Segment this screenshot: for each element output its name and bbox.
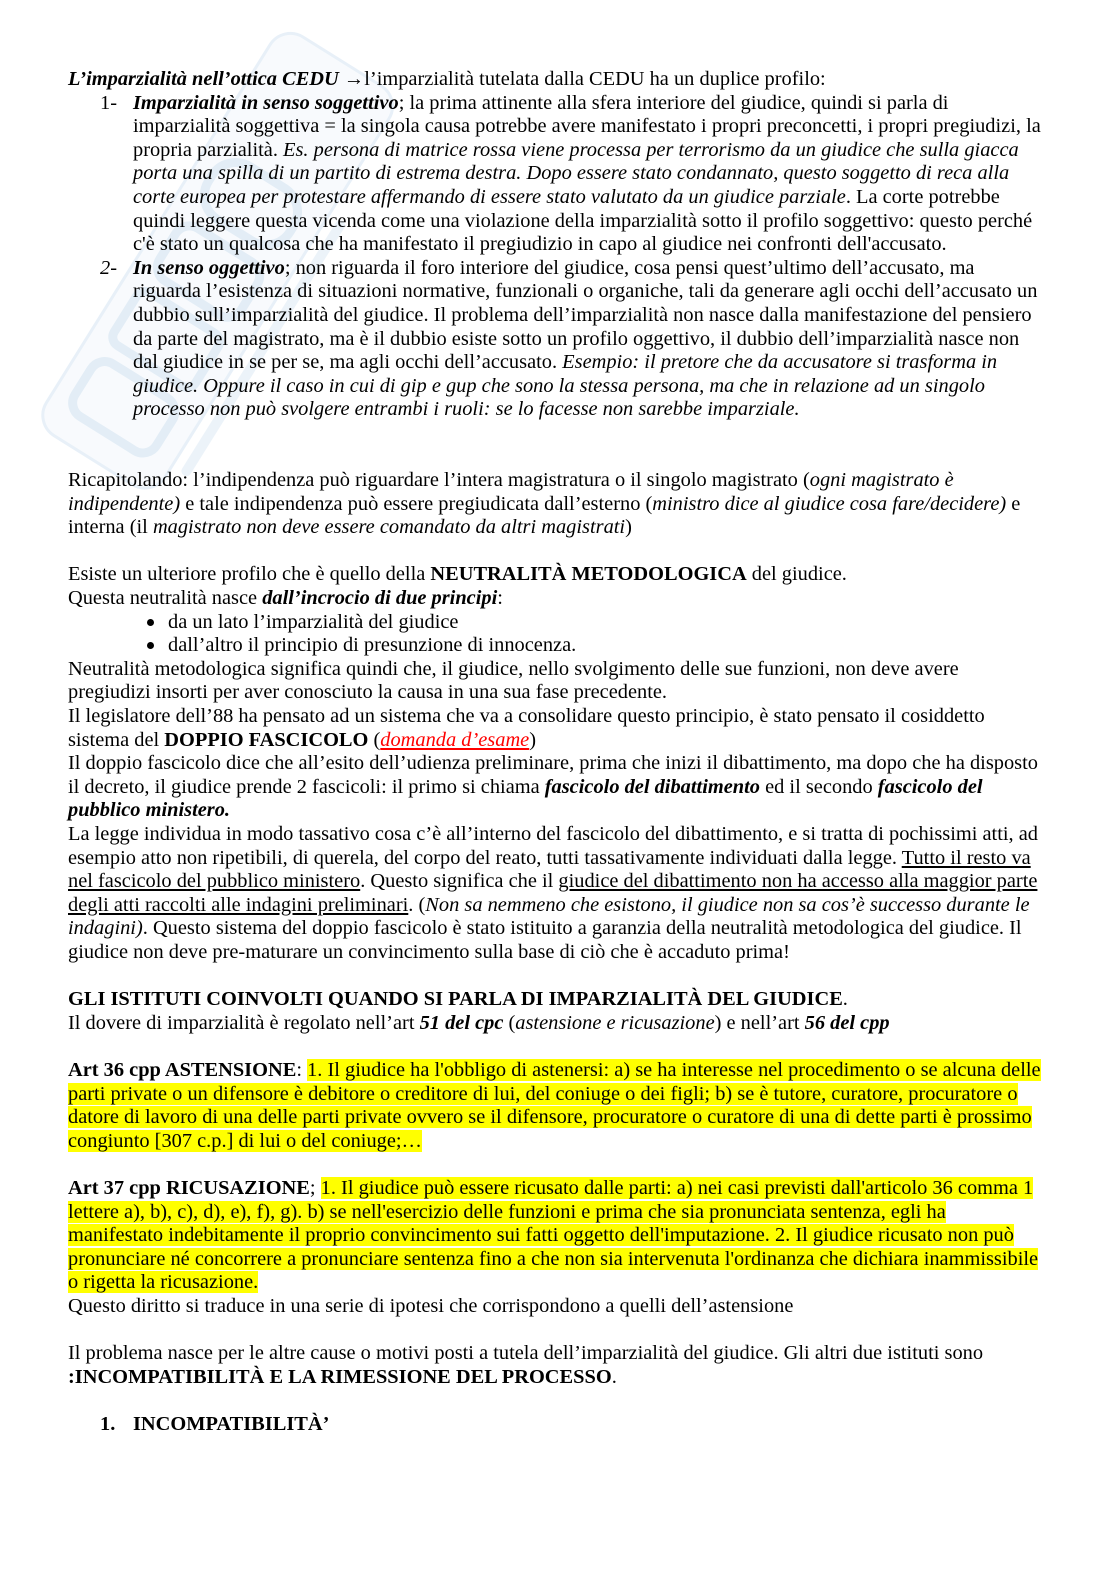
art37-paragraph: [68, 1177, 1043, 1295]
text-run: Il doppio fascicolo dice che all’esito dell’udienza preliminare, prima che inizi il dibattimento, ma dopo che ha disposto il decreto, il giudice prende 2 fascicoli: il primo si chiama: [68, 752, 1038, 798]
text-run: . Questo sistema del doppio fascicolo è stato istituito a garanzia della neutralità metodologica del giudice. Il giudice non deve pre-maturare un convincimento sulla base di ciò che è accaduto prima!: [68, 917, 1022, 963]
article-label: Art 36 cpp ASTENSIONE: [68, 1058, 297, 1081]
text-run: . Questo significa che il: [360, 870, 559, 893]
text-run: e interna (il: [68, 492, 1021, 539]
text-run: .: [611, 1365, 617, 1388]
text-run: :: [497, 587, 503, 610]
bold-term: NEUTRALITÀ METODOLOGICA: [430, 563, 747, 586]
text-run: (: [503, 1011, 516, 1034]
text-run: Questa neutralità nasce: [68, 587, 263, 610]
bullet-dot: [147, 619, 154, 626]
list-item-text: ; la prima attinente alla sfera interiore del giudice, quindi si parla di imparzialità soggettiva = la singola causa potrebbe avere manifestato i propri preconcetti, i propri pregiudizi, la propria parzialità.: [133, 91, 1041, 161]
italic-run: magistrato non deve essere comandato da altri magistrati: [152, 516, 626, 539]
list-item-heading: Imparzialità in senso soggettivo: [133, 91, 399, 114]
text-run: ) e nell’art: [714, 1011, 805, 1034]
text-run: e tale indipendenza può essere pregiudicata dall’esterno (: [180, 492, 653, 515]
cedu-intro-line: [68, 68, 1043, 92]
list-item-text: ; non riguarda il foro interiore del giudice, cosa pensi quest’ultimo dell’accusato, ma riguarda l’esistenza di situazioni normative, funzionali o organiche, tali da generare agli occhi dell’accusato un dubbio sull’imparzialità del giudice. Il problema dell’imparzialità non nasce dalla manifestazione del pensiero da parte del magistrato, ma è il dubbio esiste sotto un profilo oggettivo, il dubbio dell’imparzialità nasce non dal giudice in se per se, ma agli occhi dell’accusato.: [133, 256, 1038, 374]
bullet-dot: [147, 642, 154, 649]
text-run: . (: [408, 893, 426, 916]
highlighted-article-text: 1. Il giudice può essere ricusato dalle parti: a) nei casi previsti dall'articolo 36 comma 1 lettere a), b), c), d), e), f), g). b) se nell'esercizio delle funzioni e prima che sia pronunciata sentenza, egli ha manifestato indebitamente il proprio convincimento sui fatti oggetto dell'imputazione. 2. Il giudice ricusato non può pronunciare né concorrere a pronunciare sentenza fino a che non sia intervenuta l'ordinanza che dichiara inammissibile o rigetta la ricusazione.: [68, 1176, 1039, 1294]
text-run: .: [842, 988, 848, 1011]
bullet-text: dall’altro il principio di presunzione di innocenza.: [168, 634, 577, 657]
article-reference: 51 del cpc: [419, 1011, 504, 1034]
bold-term: DOPPIO FASCICOLO: [164, 728, 369, 751]
italic-run: astensione e ricusazione: [515, 1011, 715, 1034]
text-run: ): [625, 516, 632, 539]
text-run: ): [529, 728, 537, 751]
text-run: Esiste un ulteriore profilo che è quello della: [68, 563, 431, 586]
italic-run: Non sa nemmeno che esistono, il giudice non sa cos’è successo durante le indagini): [68, 893, 1030, 940]
altri-istituti-paragraph: [68, 1342, 1043, 1389]
neutralita-paragraph: [68, 563, 1043, 587]
article-reference: 56 del cpp: [804, 1011, 890, 1034]
italic-run: ministro dice al giudice cosa fare/decidere): [652, 492, 1007, 515]
underlined-run: giudice del dibattimento non ha accesso alla maggior parte degli atti raccolti alle indagini preliminari: [68, 870, 1038, 916]
list-item-text-after: . La corte potrebbe quindi leggere questa vicenda come una violazione della imparzialità sotto il profilo soggettivo: questo perché c'è stato un qualcosa che ha manifestato il pregiudizio in capo al giudice nei confronti dell'accusato.: [133, 185, 1033, 256]
bullet-item: [68, 611, 1043, 635]
bold-italic-term: dall’incrocio di due principi: [262, 587, 498, 610]
list-item-oggettivo: [68, 257, 1043, 422]
list-item-heading: In senso oggettivo: [133, 256, 285, 279]
text-run: ;: [309, 1176, 321, 1199]
text-run: :: [296, 1058, 308, 1081]
neutralita-definition: Neutralità metodologica significa quindi che, il giudice, nello svolgimento delle sue funzioni, non deve avere pregiudizi insorti per aver conosciuto la causa in una sua fase precedente.: [68, 657, 959, 704]
ricapitolando-paragraph: [68, 469, 1043, 540]
section-heading-incompatibilita: [68, 1413, 1043, 1437]
text-run: Ricapitolando: l’indipendenza può riguardare l’intera magistratura o il singolo magistrato (: [68, 469, 810, 492]
list-item-example: Esempio: il pretore che da accusatore si trasforma in giudice. Oppure il caso in cui di gip e gup che sono la stessa persona, ma che in relazione ad un singolo processo non può svolgere entrambi i ruoli: se lo facesse non sarebbe imparziale.: [133, 351, 998, 421]
text-run: (: [368, 728, 381, 751]
list-item-soggettivo: [68, 92, 1043, 257]
document-body: [68, 68, 1043, 1436]
bullet-text: da un lato l’imparzialità del giudice: [168, 610, 459, 633]
exam-question-note: domanda d’esame: [380, 728, 530, 751]
bold-term: :INCOMPATIBILITÀ E LA RIMESSIONE DEL PROCESSO: [68, 1365, 612, 1388]
article-label: Art 37 cpp RICUSAZIONE: [68, 1176, 310, 1199]
neutralita-origin: [68, 587, 1043, 611]
text-run: La legge individua in modo tassativo cosa c’è all’interno del fascicolo del dibattimento, e si tratta di pochissimi atti, ad esempio atto non ripetibili, di querela, del corpo del reato, tutti tassativamente individuati dalla legge.: [68, 823, 1038, 869]
section-number: 1.: [100, 1412, 116, 1435]
italic-run: ogni magistrato è indipendente): [68, 469, 954, 515]
doppio-fascicolo-intro: [68, 705, 1043, 752]
underlined-run: Tutto il resto va nel fascicolo del pubblico ministero: [68, 846, 1031, 893]
section-heading: GLI ISTITUTI COINVOLTI QUANDO SI PARLA DI IMPARZIALITÀ DEL GIUDICE: [68, 988, 843, 1011]
istituti-paragraph: [68, 1012, 1043, 1036]
bold-italic-term: fascicolo del dibattimento: [544, 775, 760, 798]
text-run: ed il secondo: [759, 775, 878, 798]
text-run: Il dovere di imparzialità è regolato nell’art: [68, 1011, 420, 1034]
text-run: del giudice.: [746, 563, 847, 586]
text-run: Il legislatore dell’88 ha pensato ad un sistema che va a consolidare questo principio, è stato pensato il cosiddetto sistema del: [68, 705, 985, 751]
bold-italic-term: fascicolo del pubblico ministero.: [68, 775, 983, 822]
doppio-fascicolo-description: [68, 752, 1043, 823]
cedu-title: L’imparzialità nell’ottica CEDU: [68, 68, 339, 90]
section-title: INCOMPATIBILITÀ’: [133, 1412, 330, 1435]
list-marker: 1-: [100, 91, 117, 114]
list-item-example: Es. persona di matrice rossa viene processa per terrorismo da un giudice che sulla giacca porta una spilla di un partito di estrema destra. Dopo essere stato condannato, questo soggetto di reca alla corte europea per protestare affermando di essere stato valutato da un giudice parziale: [133, 138, 1019, 208]
istituti-heading: [68, 988, 1043, 1012]
cedu-intro: →l’imparzialità tutelata dalla CEDU ha un duplice profilo:: [338, 68, 826, 90]
bullet-item: [68, 634, 1043, 658]
art36-paragraph: [68, 1059, 1043, 1153]
list-marker: 2-: [100, 256, 117, 279]
doppio-fascicolo-contents: [68, 823, 1043, 965]
text-run: Il problema nasce per le altre cause o motivi posti a tutela dell’imparzialità del giudice. Gli altri due istituti sono: [68, 1342, 984, 1365]
art37-followup: Questo diritto si traduce in una serie di ipotesi che corrispondono a quelli dell’astensione: [68, 1294, 794, 1317]
highlighted-article-text: 1. Il giudice ha l'obbligo di astenersi: a) se ha interesse nel procedimento o se alcuna delle parti private o un difensore è debitore o creditore di lui, del coniuge o dei figli; b) se è tutore, curatore, procuratore o datore di lavoro di una delle parti private ovvero se il difensore, procuratore o curatore di una di dette parti è prossimo congiunto [307 c.p.] di lui o del coniuge;…: [68, 1058, 1041, 1152]
